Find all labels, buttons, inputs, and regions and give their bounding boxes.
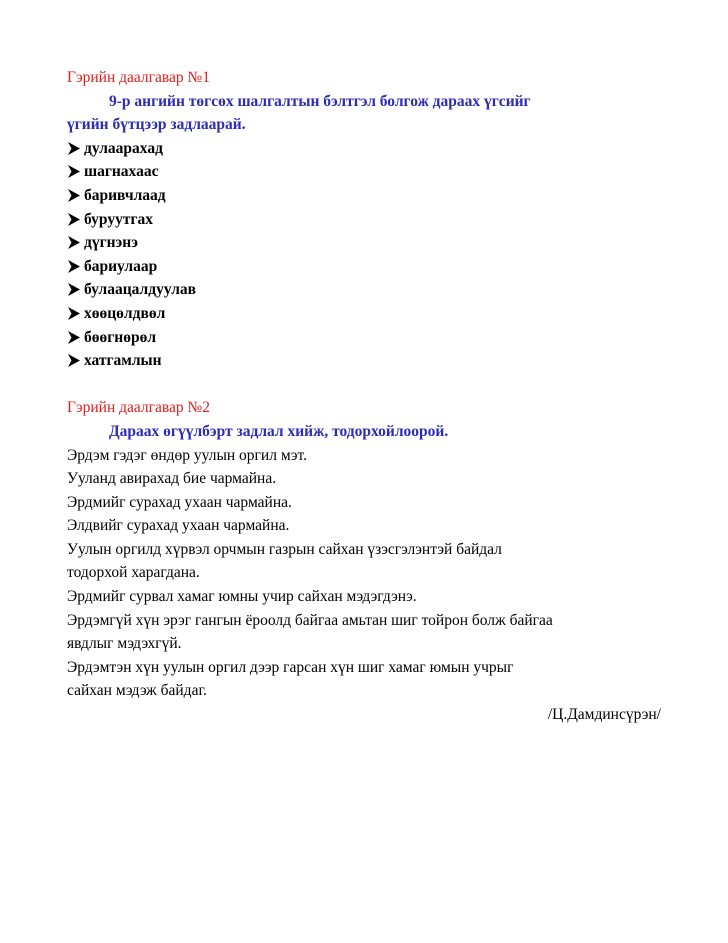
- arrow-bullet-icon: [67, 283, 81, 296]
- word-text: хатгамлын: [84, 352, 162, 370]
- word-list-item: [67, 326, 667, 350]
- document-page: [67, 66, 667, 727]
- word-list-item: [67, 349, 667, 373]
- task2-instruction-line: Дараах өгүүлбэрт задлал хийж, тодорхойлоорой.: [109, 422, 449, 440]
- text-line: Эрдмийг сурахад ухаан чармайна.: [67, 493, 292, 511]
- task1-instruction-line2: үгийн бүтцээр задлаарай.: [67, 116, 246, 134]
- arrow-bullet-icon: [67, 236, 81, 249]
- text-line: Элдвийг сурахад ухаан чармайна.: [67, 517, 290, 535]
- arrow-bullet-icon: [67, 213, 81, 226]
- text-line: тодорхой харагдана.: [67, 564, 200, 582]
- task1-instruction: [67, 90, 667, 137]
- text-line: Эрдэмтэн хүн уулын оргил дээр гарсан хүн шиг хамаг юмын учрыг: [67, 658, 514, 676]
- word-text: дүгнэнэ: [84, 234, 138, 252]
- word-text: бөөгнөрөл: [84, 328, 157, 346]
- word-text: баривчлаад: [84, 186, 166, 204]
- text-line: явдлыг мэдэхгүй.: [67, 635, 182, 653]
- text-line: Уулын оргилд хүрвэл орчмын газрын сайхан үзэсгэлэнтэй байдал: [67, 540, 502, 558]
- word-text: булаацалдуулав: [84, 281, 197, 299]
- word-text: буруутгах: [84, 210, 153, 228]
- text-line: Эрдэмгүй хүн эрэг гангын ёроолд байгаа амьтан шиг тойрон болж байгаа: [67, 611, 553, 629]
- arrow-bullet-icon: [67, 260, 81, 273]
- arrow-bullet-icon: [67, 165, 81, 178]
- arrow-bullet-icon: [67, 189, 81, 202]
- text-line: Эрдмийг сурвал хамаг юмны учир сайхан мэдэгдэнэ.: [67, 588, 417, 606]
- word-list-item: [67, 137, 667, 161]
- section-spacer: [67, 373, 667, 397]
- task1-heading: Гэрийн даалгавар №1: [67, 69, 211, 86]
- word-list-item: [67, 160, 667, 184]
- task2-heading: Гэрийн даалгавар №2: [67, 399, 211, 417]
- word-text: шагнахаас: [84, 163, 159, 181]
- arrow-bullet-icon: [67, 142, 81, 155]
- word-list-item: [67, 208, 667, 232]
- word-text: хөөцөлдвөл: [84, 304, 166, 322]
- poem-text: [67, 444, 667, 704]
- word-list-item: [67, 255, 667, 279]
- word-text: бариулаар: [84, 257, 158, 275]
- word-list: [67, 137, 667, 373]
- text-line: сайхан мэдэж байдаг.: [67, 682, 207, 700]
- task1-instruction-line1: 9-р ангийн төгсөх шалгалтын бэлтгэл болгож дараах үгсийг: [109, 92, 531, 110]
- arrow-bullet-icon: [67, 307, 81, 320]
- word-list-item: [67, 278, 667, 302]
- arrow-bullet-icon: [67, 354, 81, 367]
- word-list-item: [67, 184, 667, 208]
- word-list-item: [67, 231, 667, 255]
- task2-instruction: [67, 420, 667, 444]
- arrow-bullet-icon: [67, 331, 81, 344]
- author-signature: /Ц.Дамдинсүрэн/: [547, 706, 661, 724]
- word-list-item: [67, 302, 667, 326]
- text-line: Эрдэм гэдэг өндөр уулын оргил мэт.: [67, 446, 307, 464]
- text-line: Ууланд авирахад бие чармайна.: [67, 470, 277, 488]
- word-text: дулаарахад: [84, 139, 163, 157]
